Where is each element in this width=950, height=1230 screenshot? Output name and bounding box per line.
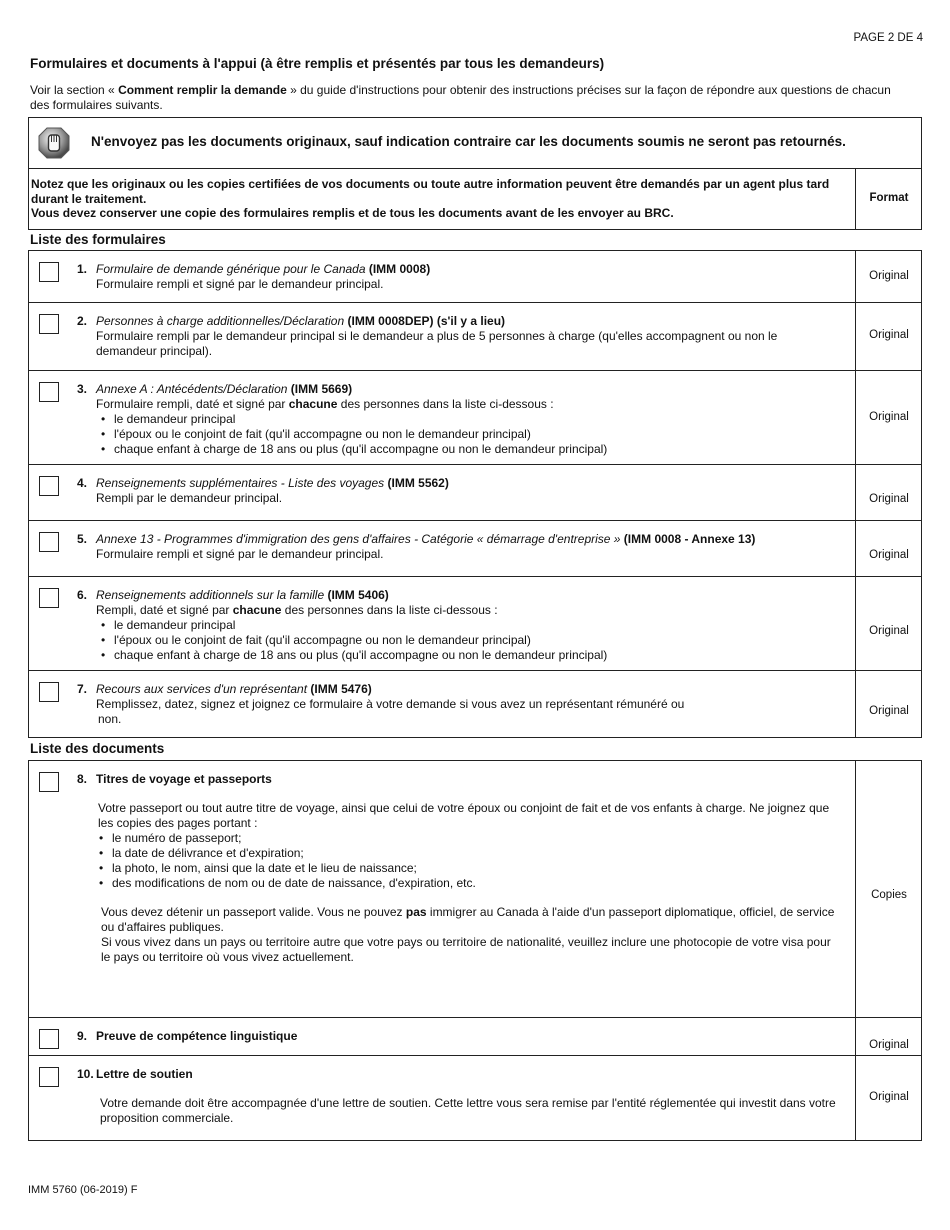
form-code: (IMM 5669): [287, 382, 353, 396]
form-code: (IMM 0008 - Annexe 13): [620, 532, 756, 546]
form-title: Formulaire de demande générique pour le Canada: [96, 262, 366, 276]
documents-section-title: Liste des documents: [30, 741, 165, 756]
document-format: Copies: [871, 889, 907, 901]
form-title: Renseignements supplémentaires - Liste des voyages: [96, 476, 385, 490]
form-code: (IMM 5406): [324, 588, 389, 602]
form-title: Renseignements additionnels sur la famille: [96, 588, 325, 602]
form-description: Rempli, daté et signé par chacune des personnes dans la liste ci-dessous :: [96, 603, 498, 617]
form-checkbox-7[interactable]: [39, 682, 59, 702]
form-code: (IMM 5562): [384, 476, 449, 490]
form-code-footer: IMM 5760 (06-2019) F: [28, 1184, 138, 1196]
intro-bold: Comment remplir la demande: [118, 83, 287, 97]
document-title: Lettre de soutien: [96, 1067, 193, 1081]
list-item: • la date de délivrance et d'expiration;: [94, 846, 841, 861]
notice-box: [28, 117, 922, 169]
form-title: Annexe A : Antécédents/Déclaration: [96, 382, 288, 396]
form-row-3: [29, 371, 921, 465]
forms-table: [28, 250, 922, 738]
document-row-9: [29, 1018, 921, 1056]
form-row-6: [29, 577, 921, 671]
list-item: • la photo, le nom, ainsi que la date et le lieu de naissance;: [94, 861, 841, 876]
notes-box: [28, 168, 922, 230]
section-heading: Formulaires et documents à l'appui (à être remplis et présentés par tous les demandeurs): [30, 56, 605, 71]
document-paragraph: Vous devez détenir un passeport valide. Vous ne pouvez pas immigrer au Canada à l'aide d'un passeport diplomatique, officiel, de service ou d'affaires publiques.: [101, 905, 835, 934]
form-row-5: [29, 521, 921, 577]
form-number: 5.: [77, 532, 88, 546]
form-number: 6.: [77, 588, 88, 602]
form-row-1: [29, 251, 921, 303]
form-number: 4.: [77, 476, 88, 490]
document-number: 9.: [77, 1029, 88, 1043]
form-format: Original: [869, 549, 909, 561]
document-checkbox-8[interactable]: [39, 772, 59, 792]
document-number: 10.: [77, 1067, 94, 1081]
form-number: 3.: [77, 382, 88, 396]
intro-text: Voir la section « Comment remplir la demande » du guide d'instructions pour obtenir des instructions précises sur la façon de répondre aux questions de chacun des formulaires suivants.: [30, 83, 891, 112]
form-checkbox-4[interactable]: [39, 476, 59, 496]
form-code: (IMM 5476): [307, 682, 372, 696]
form-checkbox-3[interactable]: [39, 382, 59, 402]
form-description: Remplissez, datez, signez et joignez ce formulaire à votre demande si vous avez un représentant rémunéré ou: [96, 697, 685, 711]
document-paragraph: Votre demande doit être accompagnée d'une lettre de soutien. Cette lettre vous sera remise par l'entité réglementée qui investit dans votre proposition commerciale.: [100, 1096, 836, 1125]
form-format: Original: [869, 625, 909, 637]
form-code: (IMM 0008DEP) (s'il y a lieu): [344, 314, 506, 328]
page-number: PAGE 2 DE 4: [853, 32, 923, 44]
document-title: Titres de voyage et passeports: [96, 772, 272, 786]
form-checkbox-5[interactable]: [39, 532, 59, 552]
form-number: 7.: [77, 682, 88, 696]
form-number: 1.: [77, 262, 88, 276]
document-format: Original: [869, 1091, 909, 1103]
notes-line-1: Notez que les originaux ou les copies certifiées de vos documents ou toute autre information peuvent être demandés par un agent plus tard durant le traitement.: [31, 177, 830, 206]
form-description-cont: non.: [98, 712, 122, 726]
notice-text: N'envoyez pas les documents originaux, sauf indication contraire car les documents soumis ne seront pas retournés.: [91, 134, 846, 149]
form-format: Original: [869, 270, 909, 282]
format-header: Format: [869, 192, 909, 204]
form-description: Formulaire rempli et signé par le demandeur principal.: [96, 277, 384, 291]
forms-section-title: Liste des formulaires: [30, 232, 166, 247]
list-item: • l'époux ou le conjoint de fait (qu'il accompagne ou non le demandeur principal): [96, 633, 841, 648]
documents-table: [28, 760, 922, 1141]
form-title: Personnes à charge additionnelles/Déclaration: [96, 314, 345, 328]
list-item: • l'époux ou le conjoint de fait (qu'il accompagne ou non le demandeur principal): [96, 427, 841, 442]
document-row-10: [29, 1056, 921, 1142]
form-number: 2.: [77, 314, 88, 328]
notes-line-2: Vous devez conserver une copie des formulaires remplis et de tous les documents avant de les envoyer au BRC.: [31, 206, 674, 220]
document-checkbox-9[interactable]: [39, 1029, 59, 1049]
form-row-4: [29, 465, 921, 521]
form-row-7: [29, 671, 921, 737]
document-checkbox-10[interactable]: [39, 1067, 59, 1087]
form-row-2: [29, 303, 921, 371]
form-checkbox-6[interactable]: [39, 588, 59, 608]
list-item: • des modifications de nom ou de date de naissance, d'expiration, etc.: [94, 876, 841, 891]
form-description: Formulaire rempli par le demandeur principal si le demandeur a plus de 5 personnes à charge (qu'elles accompagnent ou non le demandeur principal).: [96, 329, 778, 358]
form-description: Formulaire rempli, daté et signé par chacune des personnes dans la liste ci-dessous :: [96, 397, 554, 411]
form-format: Original: [869, 705, 909, 717]
form-format: Original: [869, 329, 909, 341]
form-description: Formulaire rempli et signé par le demandeur principal.: [96, 547, 384, 561]
document-paragraph: Votre passeport ou tout autre titre de voyage, ainsi que celui de votre époux ou conjoint de fait et de vos enfants à charge. Ne joignez que les copies des pages portant :: [98, 801, 830, 830]
form-title: Annexe 13 - Programmes d'immigration des gens d'affaires - Catégorie « démarrage d'entreprise »: [96, 532, 621, 546]
list-item: • chaque enfant à charge de 18 ans ou plus (qu'il accompagne ou non le demandeur principal): [96, 648, 841, 663]
form-description: Rempli par le demandeur principal.: [96, 491, 283, 505]
document-number: 8.: [77, 772, 88, 786]
list-item: • le demandeur principal: [96, 412, 841, 427]
form-checkbox-2[interactable]: [39, 314, 59, 334]
document-format: Original: [869, 1039, 909, 1051]
list-item: • le demandeur principal: [96, 618, 841, 633]
form-format: Original: [869, 411, 909, 423]
form-title: Recours aux services d'un représentant: [96, 682, 308, 696]
document-row-8: [29, 761, 921, 1018]
form-code: (IMM 0008): [365, 262, 431, 276]
list-item: • le numéro de passeport;: [94, 831, 841, 846]
form-format: Original: [869, 493, 909, 505]
hand-stop-icon: [37, 126, 71, 160]
list-item: • chaque enfant à charge de 18 ans ou plus (qu'il accompagne ou non le demandeur principal): [96, 442, 841, 457]
document-title: Preuve de compétence linguistique: [96, 1029, 298, 1043]
document-paragraph: Si vous vivez dans un pays ou territoire autre que votre pays ou territoire de nationalité, veuillez inclure une photocopie de votre visa pour le pays ou territoire où vous vivez actuellement.: [101, 935, 831, 964]
form-checkbox-1[interactable]: [39, 262, 59, 282]
